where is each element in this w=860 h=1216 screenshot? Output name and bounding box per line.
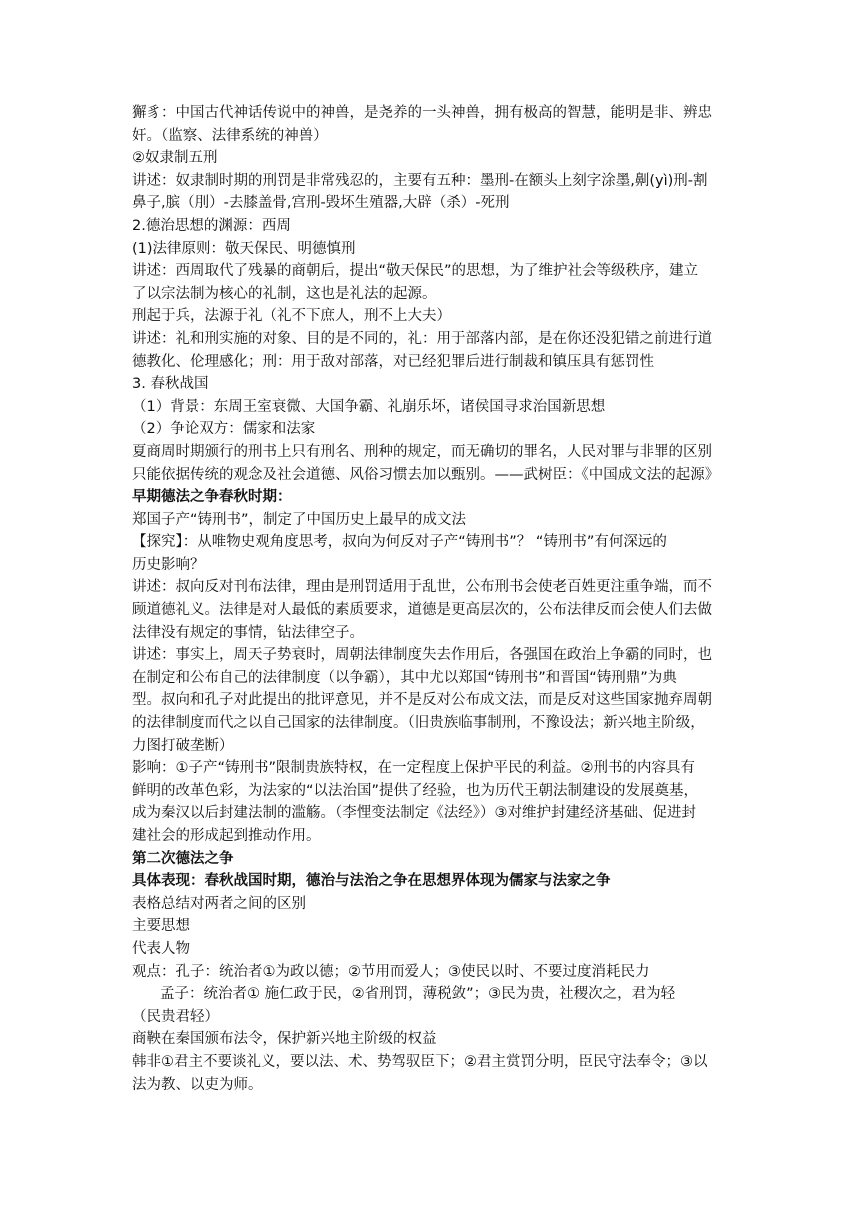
text-line: 顾道德礼义。法律是对人最低的素质要求，道德是更高层次的，公布法律反而会使人们去做 — [132, 602, 712, 619]
text-line: 代表人物 — [132, 940, 190, 957]
text-line: 历史影响？ — [132, 556, 205, 573]
text-line: 影响：①子产“铸刑书”限制贵族特权，在一定程度上保护平民的利益。②刑书的内容具有 — [132, 760, 696, 777]
text-line: 了以宗法制为核心的礼制，这也是礼法的起源。 — [132, 285, 437, 302]
text-line: 商鞅在秦国颁布法令，保护新兴地主阶级的权益 — [132, 1031, 437, 1048]
text-line: 讲述：叔向反对刊布法律，理由是刑罚适用于乱世，公布刑书会使老百姓更注重争端，而不 — [132, 579, 712, 596]
text-line: （民贵君轻） — [132, 1008, 219, 1025]
text-line: 讲述：礼和刑实施的对象、目的是不同的，礼：用于部落内部，是在你还没犯错之前进行道 — [132, 330, 712, 347]
text-line: 在制定和公布自己的法律制度（以争霸），其中尤以郑国“铸刑书”和晋国“铸刑鼎”为典 — [132, 669, 677, 686]
text-line: 郑国子产“铸刑书”，制定了中国历史上最早的成文法 — [132, 511, 467, 528]
text-line: （2）争论双方：儒家和法家 — [132, 421, 316, 438]
text-line: 【探究】：从唯物史观角度思考，叔向为何反对子产“铸刑书”？ “铸刑书”有何深远的 — [132, 534, 667, 551]
text-line: 刑起于兵，法源于礼（礼不下庶人，刑不上大夫） — [132, 308, 451, 325]
text-line: 讲述：西周取代了残暴的商朝后，提出“敬天保民”的思想，为了维护社会等级秩序，建立 — [132, 263, 699, 280]
text-line: 法律没有规定的事情，钻法律空子。 — [132, 624, 364, 641]
bold-heading: 早期德法之争春秋时期： — [132, 489, 292, 506]
text-line: 鼻子,膑（刖）-去膝盖骨,宫刑-毁坏生殖器,大辟（杀）-死刑 — [132, 195, 510, 212]
text-line: 奸。（监察、法律系统的神兽） — [132, 127, 328, 144]
text-line: 建社会的形成起到推动作用。 — [132, 828, 321, 844]
bold-heading: 具体表现：春秋战国时期，德治与法治之争在思想界体现为儒家与法家之争 — [132, 873, 611, 890]
text-line: ②奴隶制五刑 — [132, 150, 218, 167]
subsection-heading: (1)法律原则：敬天保民、明德慎刑 — [132, 240, 356, 257]
text-line: 韩非①君主不要谈礼义，要以法、术、势驾驭臣下；②君主赏罚分明，臣民守法奉令；③以 — [132, 1053, 708, 1070]
text-line: 观点：孔子：统治者①为政以德；②节用而爱人；③使民以时、不要过度消耗民力 — [132, 963, 650, 980]
text-line: 讲述：奴隶制时期的刑罚是非常残忍的，主要有五种：墨刑-在额头上刻字涂墨,劓(yì)刑-割 — [132, 172, 708, 189]
text-line: 獬豸：中国古代神话传说中的神兽，是尧养的一头神兽，拥有极高的智慧，能明是非、辨忠 — [132, 105, 712, 121]
text-line: 德教化、伦理感化；刑：用于敌对部落，对已经犯罪后进行制裁和镇压具有惩罚性 — [132, 353, 654, 370]
section-heading: 2.德治思想的渊源：西周 — [132, 217, 291, 234]
text-line: 夏商周时期颁行的刑书上只有刑名、刑种的规定，而无确切的罪名，人民对罪与非罪的区别 — [132, 443, 712, 460]
bold-heading: 第二次德法之争 — [132, 850, 234, 867]
text-line: （1）背景：东周王室衰微、大国争霸、礼崩乐坏，诸侯国寻求治国新思想 — [132, 398, 606, 415]
text-line: 力图打破垄断） — [132, 737, 234, 754]
text-line: 孟子：统治者① 施仁政于民，②省刑罚，薄税敛”；③民为贵，社稷次之，君为轻 — [160, 986, 676, 1003]
text-line: 的法律制度而代之以自己国家的法律制度。（旧贵族临事制刑，不豫设法；新兴地主阶级， — [132, 715, 705, 732]
text-line: 讲述：事实上，周天子势衰时，周朝法律制度失去作用后，各强国在政治上争霸的同时，也 — [132, 647, 712, 664]
text-line: 鲜明的改革色彩，为法家的“以法治国”提供了经验，也为历代王朝法制建设的发展奠基， — [132, 782, 699, 799]
section-heading: 3. 春秋战国 — [132, 376, 209, 393]
document-body — [132, 102, 736, 1096]
text-line: 型。叔向和孔子对此提出的批评意见，并不是反对公布成文法，而是反对这些国家抛弃周朝 — [132, 692, 712, 709]
text-line: 主要思想 — [132, 918, 190, 935]
text-line: 表格总结对两者之间的区别 — [132, 895, 306, 912]
text-line: 成为秦汉以后封建法制的滥觞。（李悝变法制定《法经》）③对维护封建经济基础、促进封 — [132, 805, 696, 822]
quote-citation-line: 只能依据传统的观念及社会道德、风俗习惯去加以甄别。——武树臣：《中国成文法的起源》 — [132, 466, 720, 483]
text-line: 法为教、以吏为师。 — [132, 1076, 263, 1093]
